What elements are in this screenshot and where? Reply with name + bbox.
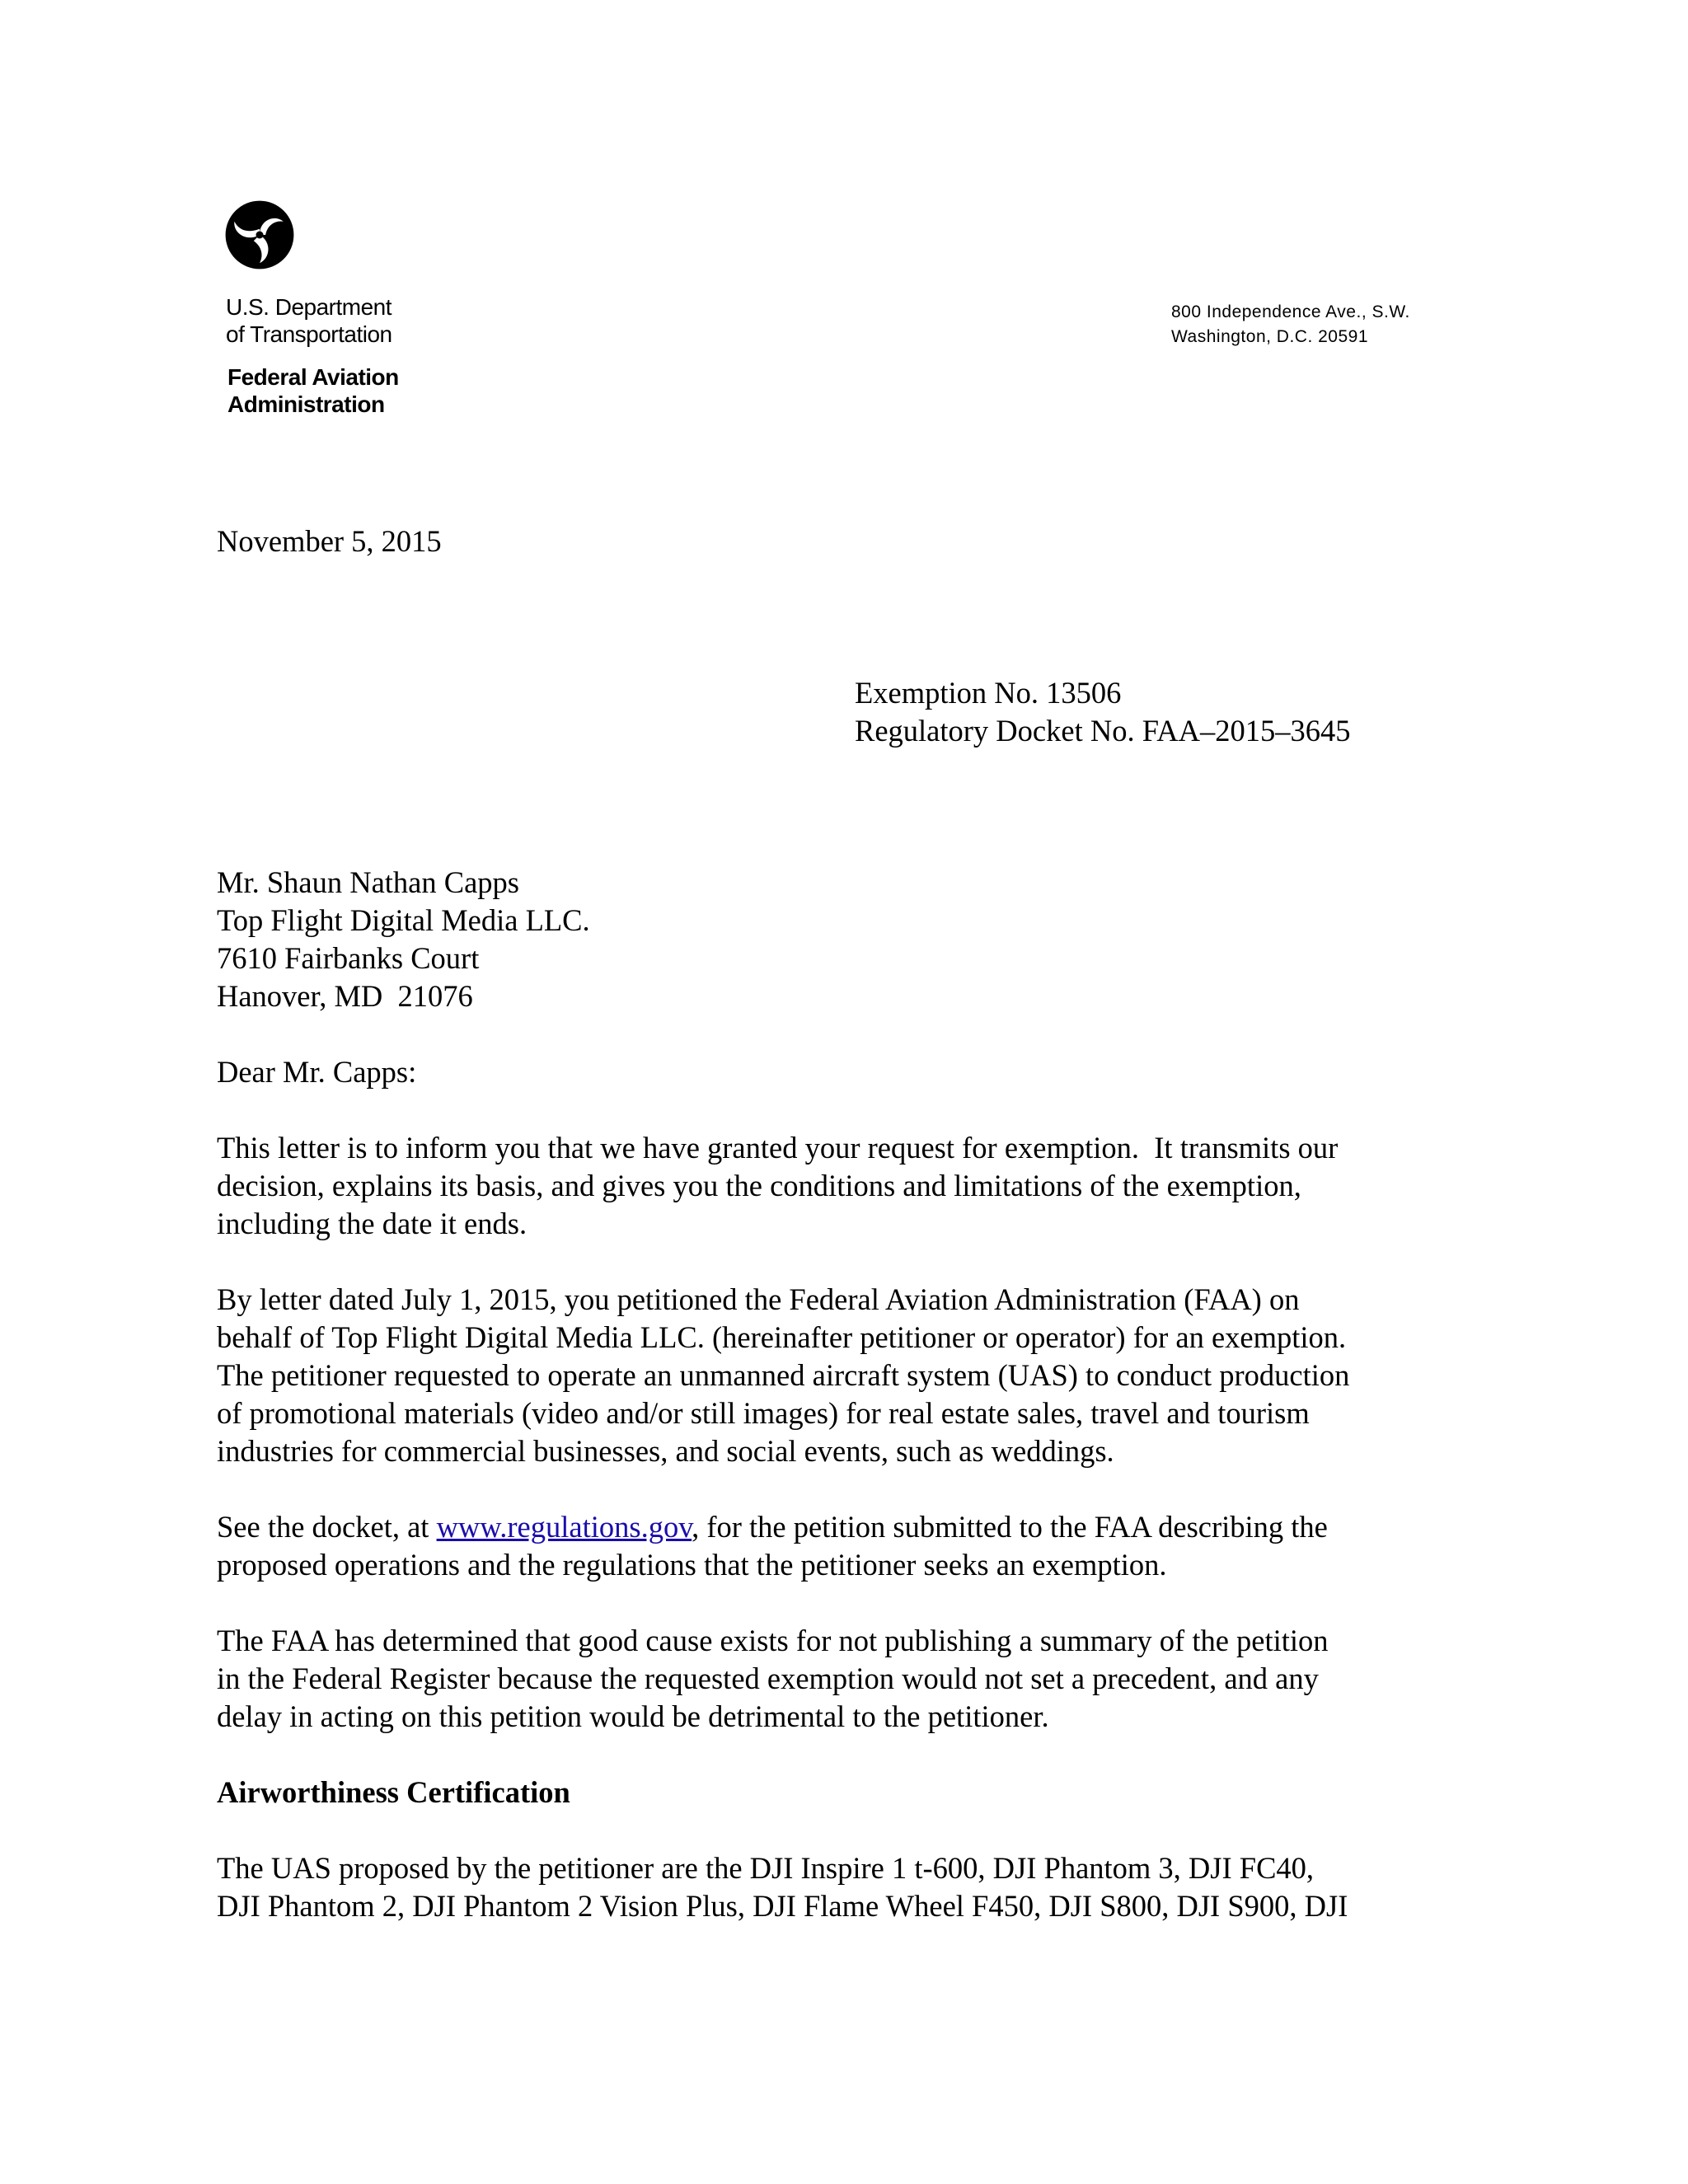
address-line-2: Washington, D.C. 20591 [1171,327,1369,346]
paragraph-line: This letter is to inform you that we have granted your request for exemption. It transmits our [217,1131,1339,1165]
reference-block [855,674,1351,750]
dot-triskelion-logo-icon [223,198,297,272]
paragraph-petition [217,1281,1461,1470]
agency-line-2: Administration [227,391,385,417]
section-heading: Airworthiness Certification [217,1775,570,1809]
agency-name [227,363,399,418]
paragraph-line: By letter dated July 1, 2015, you petitioned the Federal Aviation Administration (FAA) on [217,1282,1300,1316]
paragraph-line: of promotional materials (video and/or still images) for real estate sales, travel and tourism [217,1396,1310,1430]
dept-line-1: U.S. Department [226,294,392,320]
paragraph-intro [217,1129,1461,1243]
docket-number: Regulatory Docket No. FAA–2015–3645 [855,714,1351,748]
paragraph-line: behalf of Top Flight Digital Media LLC. (hereinafter petitioner or operator) for an exemption. [217,1320,1347,1354]
paragraph-line [217,1508,1461,1546]
recipient-company: Top Flight Digital Media LLC. [217,903,590,937]
docket-suffix: , for the petition submitted to the FAA describing the [692,1510,1328,1544]
letter-date: November 5, 2015 [217,524,442,558]
regulations-gov-link[interactable]: www.regulations.gov [436,1510,692,1544]
paragraph-line: in the Federal Register because the requested exemption would not set a precedent, and any [217,1661,1319,1695]
return-address [1171,300,1410,349]
recipient-city: Hanover, MD 21076 [217,979,473,1013]
paragraph-docket [217,1508,1461,1584]
paragraph-line: industries for commercial businesses, and social events, such as weddings. [217,1434,1114,1468]
paragraph-line: The petitioner requested to operate an unmanned aircraft system (UAS) to conduct production [217,1358,1350,1392]
paragraph-line: proposed operations and the regulations that the petitioner seeks an exemption. [217,1548,1167,1582]
recipient-address [217,864,1461,1015]
recipient-street: 7610 Fairbanks Court [217,941,480,975]
docket-prefix: See the docket, at [217,1510,437,1544]
paragraph-line: The UAS proposed by the petitioner are the DJI Inspire 1 t-600, DJI Phantom 3, DJI FC40, [217,1851,1315,1885]
paragraph-line: decision, explains its basis, and gives you the conditions and limitations of the exemption, [217,1169,1301,1202]
paragraph-line: DJI Phantom 2, DJI Phantom 2 Vision Plus, DJI Flame Wheel F450, DJI S800, DJI S900, DJI [217,1889,1348,1923]
agency-line-1: Federal Aviation [227,364,399,390]
paragraph-line: delay in acting on this petition would be detrimental to the petitioner. [217,1699,1049,1733]
address-line-1: 800 Independence Ave., S.W. [1171,302,1410,321]
paragraph-line: The FAA has determined that good cause exists for not publishing a summary of the petition [217,1624,1329,1657]
paragraph-uas-list [217,1849,1461,1925]
dept-line-2: of Transportation [226,321,392,347]
paragraph-line: including the date it ends. [217,1207,528,1240]
department-name [226,293,392,348]
paragraph-good-cause [217,1622,1461,1736]
salutation: Dear Mr. Capps: [217,1055,417,1089]
recipient-name: Mr. Shaun Nathan Capps [217,865,519,899]
exemption-number: Exemption No. 13506 [855,676,1122,710]
